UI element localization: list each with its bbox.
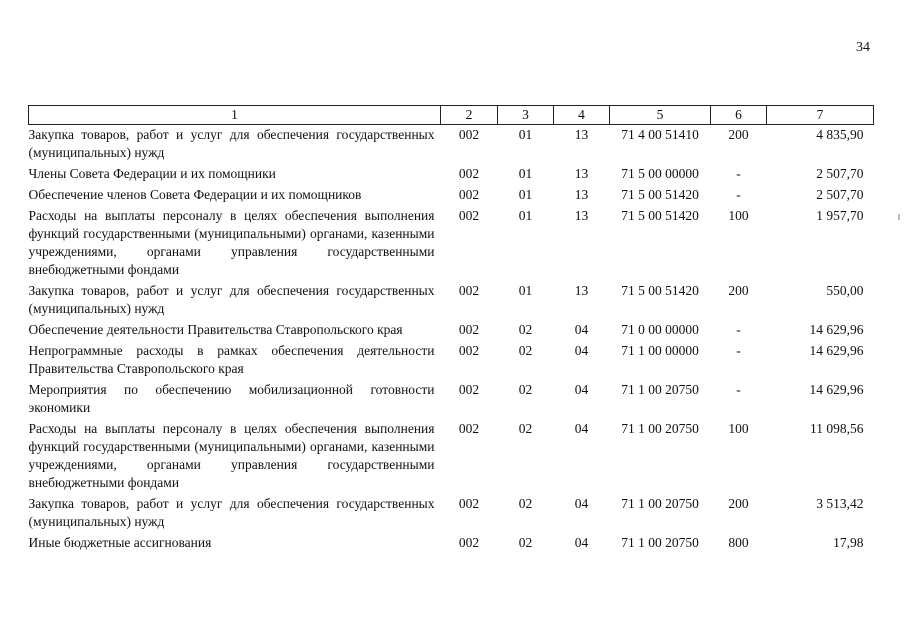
column-header-6: 6 [711, 106, 767, 125]
column-header-7: 7 [767, 106, 874, 125]
cell-subsection-code: 13 [574, 187, 589, 202]
cell-ministry-code: 002 [458, 382, 480, 397]
cell-section-code: 01 [518, 187, 533, 202]
column-header-5: 5 [610, 106, 711, 125]
cell-expense-type: - [736, 166, 741, 181]
table-header-row [29, 106, 874, 125]
cell-expense-type: - [736, 343, 741, 358]
table-row [29, 165, 874, 186]
table-row [29, 381, 874, 420]
cell-amount: 2 507,70 [816, 166, 864, 181]
cell-ministry-code: 002 [458, 343, 480, 358]
row-description: Закупка товаров, работ и услуг для обеспечения государственных (муниципальных) нужд [28, 127, 435, 160]
table-row [29, 534, 874, 555]
cell-ministry-code: 002 [458, 187, 480, 202]
cell-amount: 14 629,96 [809, 343, 864, 358]
cell-expense-type: 200 [728, 496, 749, 511]
table-row [29, 125, 874, 166]
cell-subsection-code: 04 [574, 382, 589, 397]
row-description: Мероприятия по обеспечению мобилизационной готовности экономики [28, 382, 435, 415]
column-header-1: 1 [29, 106, 441, 125]
cell-ministry-code: 002 [458, 322, 480, 337]
cell-amount: 11 098,56 [810, 421, 864, 436]
cell-target-article: 71 1 00 20750 [621, 382, 699, 397]
cell-expense-type: 100 [728, 208, 749, 223]
cell-target-article: 71 5 00 00000 [621, 166, 699, 181]
row-description: Обеспечение деятельности Правительства Ставропольского края [28, 322, 403, 337]
cell-expense-type: 800 [728, 535, 749, 550]
cell-amount: 3 513,42 [816, 496, 864, 511]
cell-expense-type: 100 [728, 421, 749, 436]
column-header-3: 3 [498, 106, 554, 125]
column-header-4: 4 [554, 106, 610, 125]
cell-target-article: 71 1 00 20750 [621, 421, 699, 436]
row-description: Расходы на выплаты персоналу в целях обеспечения выполнения функций государственными (муниципальными) органами, казенными учреждениями, органами управления государственными внебюджетными фондами [28, 421, 435, 490]
cell-target-article: 71 0 00 00000 [621, 322, 699, 337]
cell-subsection-code: 13 [574, 208, 589, 223]
cell-expense-type: 200 [728, 127, 749, 142]
cell-subsection-code: 13 [574, 283, 589, 298]
row-description: Члены Совета Федерации и их помощники [28, 166, 276, 181]
table-row [29, 342, 874, 381]
cell-amount: 14 629,96 [809, 382, 864, 397]
cell-expense-type: 200 [728, 283, 749, 298]
cell-subsection-code: 04 [574, 535, 589, 550]
cell-section-code: 02 [518, 496, 533, 511]
table-body [29, 125, 874, 556]
cell-subsection-code: 04 [574, 421, 589, 436]
row-description: Закупка товаров, работ и услуг для обеспечения государственных (муниципальных) нужд [28, 283, 435, 316]
table-row [29, 321, 874, 342]
column-header-2: 2 [441, 106, 498, 125]
cell-amount: 14 629,96 [809, 322, 864, 337]
row-description: Расходы на выплаты персоналу в целях обеспечения выполнения функций государственными (муниципальными) органами, казенными учреждениями, органами управления государственными внебюджетными фондами [28, 208, 435, 277]
row-description: Непрограммные расходы в рамках обеспечения деятельности Правительства Ставропольского края [28, 343, 435, 376]
cell-subsection-code: 04 [574, 322, 589, 337]
cell-target-article: 71 5 00 51420 [621, 187, 699, 202]
cell-expense-type: - [736, 322, 741, 337]
cell-subsection-code: 13 [574, 127, 589, 142]
row-description: Обеспечение членов Совета Федерации и их помощников [28, 187, 362, 202]
cell-expense-type: - [736, 382, 741, 397]
cell-amount: 2 507,70 [816, 187, 864, 202]
cell-ministry-code: 002 [458, 127, 480, 142]
cell-section-code: 02 [518, 382, 533, 397]
table-row [29, 207, 874, 282]
cell-section-code: 01 [518, 127, 533, 142]
table-row [29, 186, 874, 207]
cell-section-code: 02 [518, 421, 533, 436]
cell-subsection-code: 13 [574, 166, 589, 181]
cell-ministry-code: 002 [458, 283, 480, 298]
cell-target-article: 71 1 00 20750 [621, 496, 699, 511]
cell-target-article: 71 5 00 51420 [621, 283, 699, 298]
cell-expense-type: - [736, 187, 741, 202]
cell-ministry-code: 002 [458, 208, 480, 223]
row-description: Закупка товаров, работ и услуг для обеспечения государственных (муниципальных) нужд [28, 496, 435, 529]
cell-target-article: 71 1 00 20750 [621, 535, 699, 550]
cell-amount: 17,98 [833, 535, 864, 550]
cell-section-code: 01 [518, 208, 533, 223]
cell-section-code: 02 [518, 343, 533, 358]
row-description: Иные бюджетные ассигнования [28, 535, 212, 550]
cell-subsection-code: 04 [574, 496, 589, 511]
cell-section-code: 02 [518, 322, 533, 337]
cell-section-code: 01 [518, 166, 533, 181]
scan-artifact [898, 214, 900, 220]
cell-amount: 550,00 [826, 283, 864, 298]
cell-target-article: 71 1 00 00000 [621, 343, 699, 358]
cell-section-code: 02 [518, 535, 533, 550]
budget-table [28, 105, 874, 555]
cell-ministry-code: 002 [458, 535, 480, 550]
cell-section-code: 01 [518, 283, 533, 298]
table-row [29, 420, 874, 495]
cell-amount: 4 835,90 [816, 127, 864, 142]
cell-subsection-code: 04 [574, 343, 589, 358]
cell-ministry-code: 002 [458, 421, 480, 436]
cell-ministry-code: 002 [458, 166, 480, 181]
cell-target-article: 71 4 00 51410 [621, 127, 699, 142]
table-row [29, 495, 874, 534]
page-number: 34 [856, 40, 870, 55]
cell-amount: 1 957,70 [816, 208, 864, 223]
cell-target-article: 71 5 00 51420 [621, 208, 699, 223]
cell-ministry-code: 002 [458, 496, 480, 511]
table-row [29, 282, 874, 321]
